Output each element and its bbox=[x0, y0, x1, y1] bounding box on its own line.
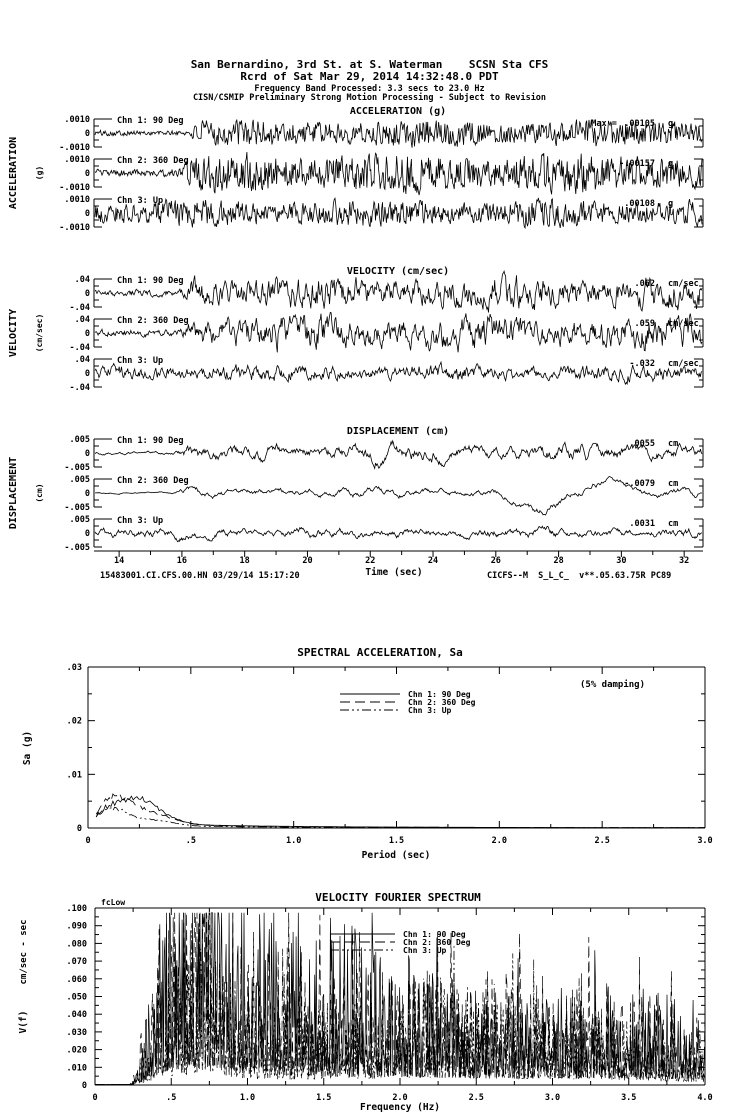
frequency-band-note: Frequency Band Processed: 3.3 secs to 23.0 Hz bbox=[254, 84, 485, 94]
max-value: -.0079 bbox=[624, 479, 655, 489]
max-value: .0031 bbox=[629, 519, 655, 529]
xtick-label: 4.0 bbox=[697, 1093, 713, 1103]
damping-note: (5% damping) bbox=[580, 680, 646, 690]
xtick-label: 30 bbox=[616, 556, 627, 566]
processing-note: CISN/CSMIP Preliminary Strong Motion Processing - Subject to Revision bbox=[192, 93, 547, 103]
legend-label: Chn 3: Up bbox=[403, 946, 447, 955]
section-title: VELOCITY (cm/sec) bbox=[346, 266, 450, 277]
xtick-label: 32 bbox=[679, 556, 690, 566]
section-side-label: VELOCITY bbox=[8, 308, 19, 358]
max-value: .059 bbox=[634, 319, 655, 329]
waveform-trace bbox=[95, 198, 702, 228]
ytick-label: -.005 bbox=[64, 463, 90, 473]
ytick-label: 0 bbox=[84, 329, 90, 339]
ytick-label: .020 bbox=[66, 1045, 87, 1056]
ytick-label: .04 bbox=[74, 315, 90, 325]
section-side-label: DISPLACEMENT bbox=[8, 456, 19, 530]
xtick-label: 1.5 bbox=[316, 1093, 332, 1103]
channel-label: Chn 3: Up bbox=[117, 516, 164, 526]
xtick-label: .5 bbox=[185, 836, 196, 846]
ytick-label: .005 bbox=[69, 435, 90, 445]
fourier-xlabel: Frequency (Hz) bbox=[359, 1102, 441, 1113]
xtick-label: 14 bbox=[113, 556, 125, 566]
time-axis-label: Time (sec) bbox=[365, 567, 423, 578]
xtick-label: 2.5 bbox=[594, 836, 610, 846]
xtick-label: 22 bbox=[365, 556, 376, 566]
processing-footer: CICFS--M S_L_C_ v**.05.63.75R PC89 bbox=[487, 571, 672, 581]
ytick-label: .02 bbox=[66, 716, 82, 727]
xtick-label: 28 bbox=[553, 556, 564, 566]
sa-xlabel: Period (sec) bbox=[361, 850, 431, 861]
ytick-label: 0 bbox=[81, 1081, 87, 1091]
ytick-label: .01 bbox=[66, 770, 82, 781]
max-value: -.032 bbox=[629, 359, 655, 369]
xtick-label: 2.0 bbox=[392, 1093, 408, 1103]
xtick-label: 2.0 bbox=[491, 836, 508, 846]
ytick-label: .070 bbox=[66, 957, 87, 968]
ytick-label: -.04 bbox=[69, 343, 90, 353]
section-title: DISPLACEMENT (cm) bbox=[346, 426, 450, 437]
fourier-title: VELOCITY FOURIER SPECTRUM bbox=[315, 891, 481, 904]
xtick-label: 16 bbox=[176, 556, 188, 566]
xtick-label: 1.0 bbox=[239, 1093, 256, 1103]
legend-label: Chn 1: 90 Deg bbox=[408, 690, 471, 699]
ytick-label: -.0010 bbox=[59, 223, 90, 233]
ytick-label: .005 bbox=[69, 475, 90, 485]
ytick-label: 0 bbox=[84, 369, 90, 379]
channel-label: Chn 1: 90 Deg bbox=[117, 276, 184, 286]
section-side-label: ACCELERATION bbox=[8, 136, 19, 210]
waveform-trace bbox=[95, 526, 702, 542]
ytick-label: 0 bbox=[84, 129, 90, 139]
ytick-label: .0010 bbox=[64, 155, 90, 165]
max-value: -.00157 bbox=[619, 159, 655, 169]
legend-label: Chn 2: 360 Deg bbox=[408, 698, 476, 707]
max-unit: g bbox=[668, 199, 674, 209]
ytick-label: -.04 bbox=[69, 303, 90, 313]
max-value: .00105 bbox=[624, 119, 655, 129]
section-side-units: (cm) bbox=[35, 483, 44, 503]
ytick-label: -.04 bbox=[69, 383, 90, 393]
legend-label: Chn 3: Up bbox=[408, 706, 452, 715]
max-unit: cm/sec bbox=[668, 319, 699, 329]
xtick-label: 26 bbox=[490, 556, 501, 566]
waveform-trace bbox=[95, 362, 702, 384]
fourier-ylabel: V(f) bbox=[18, 1010, 29, 1034]
ytick-label: -.005 bbox=[64, 503, 90, 513]
max-unit: cm/sec bbox=[668, 359, 699, 369]
ytick-label: .03 bbox=[66, 663, 82, 673]
max-unit: cm/sec bbox=[668, 279, 699, 289]
ytick-label: 0 bbox=[84, 169, 90, 179]
ytick-label: 0 bbox=[84, 529, 90, 539]
ytick-label: .04 bbox=[74, 355, 90, 365]
ytick-label: .0010 bbox=[64, 195, 90, 205]
waveform-trace bbox=[95, 120, 702, 148]
legend-label: Chn 2: 360 Deg bbox=[403, 938, 471, 947]
xtick-label: 3.0 bbox=[544, 1093, 561, 1103]
ytick-label: .04 bbox=[74, 275, 90, 285]
xtick-label: 2.5 bbox=[468, 1093, 484, 1103]
channel-label: Chn 1: 90 Deg bbox=[117, 116, 184, 126]
ytick-label: 0 bbox=[84, 449, 90, 459]
ytick-label: -.0010 bbox=[59, 143, 90, 153]
max-unit: cm bbox=[668, 479, 679, 489]
max-unit: g bbox=[668, 119, 674, 129]
record-datetime: Rcrd of Sat Mar 29, 2014 14:32:48.0 PDT bbox=[240, 70, 499, 83]
xtick-label: 20 bbox=[302, 556, 313, 566]
sa-ylabel: Sa (g) bbox=[22, 730, 33, 766]
ytick-label: .030 bbox=[66, 1027, 87, 1038]
waveform-trace bbox=[95, 271, 702, 312]
ytick-label: .060 bbox=[66, 974, 87, 985]
ytick-label: 0 bbox=[84, 489, 90, 499]
fourier-ylabel-units: cm/sec - sec bbox=[19, 919, 29, 985]
xtick-label: 1.5 bbox=[388, 836, 405, 846]
ytick-label: -.005 bbox=[64, 543, 90, 553]
ytick-label: .100 bbox=[66, 904, 87, 914]
channel-label: Chn 1: 90 Deg bbox=[117, 436, 184, 446]
ytick-label: 0 bbox=[76, 824, 82, 834]
record-id-footer: 15483001.CI.CFS.00.HN 03/29/14 15:17:20 bbox=[100, 571, 300, 581]
max-unit: cm bbox=[668, 439, 679, 449]
waveform-trace bbox=[95, 441, 702, 469]
max-unit: cm bbox=[668, 519, 679, 529]
channel-label: Chn 2: 360 Deg bbox=[117, 476, 189, 486]
max-value: .0055 bbox=[629, 439, 655, 449]
xtick-label: 3.5 bbox=[621, 1093, 637, 1103]
channel-label: Chn 2: 360 Deg bbox=[117, 156, 189, 166]
sa-spectrum-trace bbox=[96, 807, 705, 827]
xtick-label: 0 bbox=[85, 836, 91, 846]
section-side-units: (g) bbox=[35, 165, 44, 181]
ytick-label: .010 bbox=[66, 1063, 87, 1074]
channel-label: Chn 3: Up bbox=[117, 356, 164, 366]
record-station-title: San Bernardino, 3rd St. at S. Waterman SCSN Sta CFS bbox=[190, 58, 549, 71]
max-prefix: Max = bbox=[591, 119, 622, 129]
ytick-label: .080 bbox=[66, 939, 87, 950]
max-unit: g bbox=[668, 159, 674, 169]
section-title: ACCELERATION (g) bbox=[349, 106, 447, 117]
channel-label: Chn 3: Up bbox=[117, 196, 164, 206]
ytick-label: -.0010 bbox=[59, 183, 90, 193]
ytick-label: .005 bbox=[69, 515, 90, 525]
channel-label: Chn 2: 360 Deg bbox=[117, 316, 189, 326]
ytick-label: .0010 bbox=[64, 115, 90, 125]
corner-frequency-label: fcLow bbox=[101, 898, 126, 907]
xtick-label: 0 bbox=[92, 1093, 98, 1103]
ytick-label: .090 bbox=[66, 921, 87, 932]
xtick-label: 18 bbox=[239, 556, 250, 566]
xtick-label: 1.0 bbox=[285, 836, 302, 846]
ytick-label: 0 bbox=[84, 289, 90, 299]
sa-title: SPECTRAL ACCELERATION, Sa bbox=[297, 646, 463, 659]
max-value: .00108 bbox=[624, 199, 655, 209]
xtick-label: 24 bbox=[427, 556, 439, 566]
legend-label: Chn 1: 90 Deg bbox=[403, 930, 466, 939]
max-value: .062 bbox=[634, 279, 655, 289]
ytick-label: .050 bbox=[66, 992, 87, 1003]
ytick-label: .040 bbox=[66, 1010, 87, 1021]
xtick-label: .5 bbox=[166, 1093, 177, 1103]
sa-spectrum-trace bbox=[96, 796, 705, 828]
ytick-label: 0 bbox=[84, 209, 90, 219]
section-side-units: (cm/sec) bbox=[35, 313, 44, 353]
xtick-label: 3.0 bbox=[697, 836, 713, 846]
